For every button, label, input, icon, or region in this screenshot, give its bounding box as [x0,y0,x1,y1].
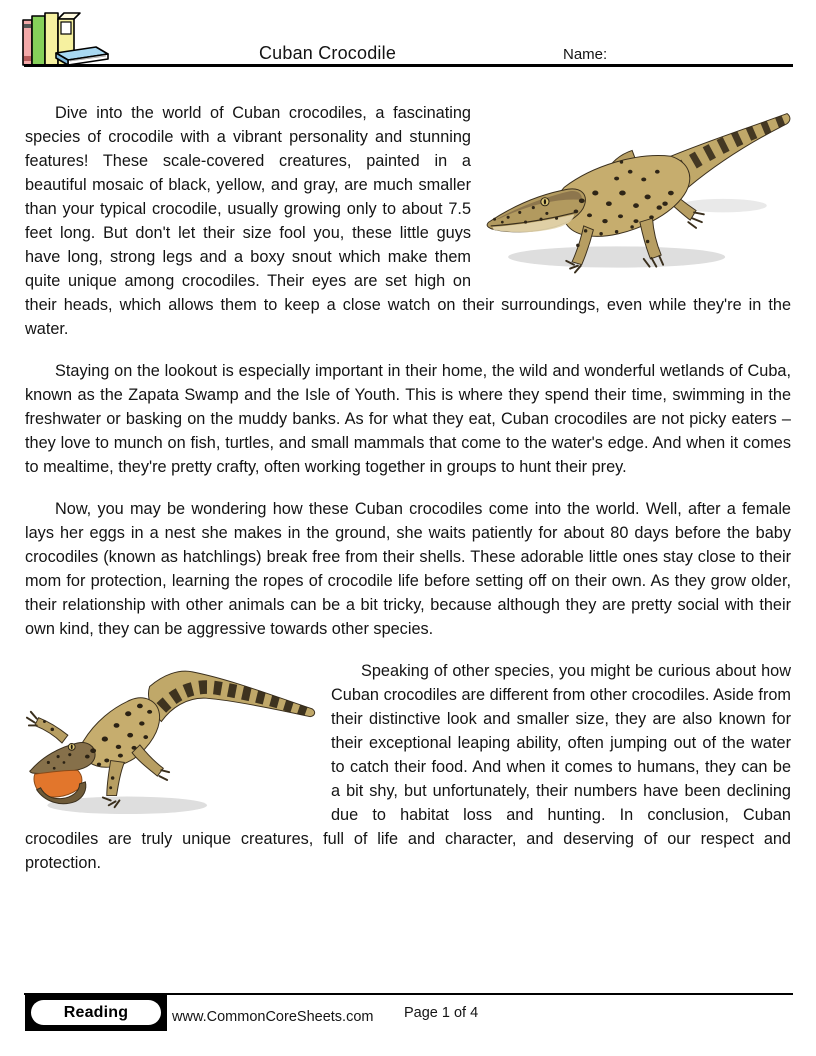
stacked-books-icon [20,9,112,67]
worksheet-title: Cuban Crocodile [258,43,397,63]
category-badge-label: Reading [31,1000,161,1025]
website-text: www.CommonCoreSheets.com [172,1009,374,1025]
paragraph-text: Staying on the lookout is especially important in their home, the wild and wonderful wetlands of Cuba, known as the Zapata Swamp and the Isle of Youth. This is where they spend their time, swimming in the freshwater or basking on the muddy banks. As for what they eat, Cuban crocodiles are not picky eaters – they love to munch on fish, turtles, and small mammals that come to the water's edge. And when it comes to mealtime, they're pretty crafty, often working together in groups to hunt their prey. [25,362,791,476]
crocodile-top-graphic [481,101,791,287]
paragraph-text: Speaking of other species, you might be curious about how Cuban crocodiles are different from other crocodiles. Aside from their distinctive look and smaller size, they are also known for their exceptional leaping ability, often jumping out of the water to catch their food. And when it comes to humans, they can be a bit shy, but unfortunately, their numbers have been declining due to habitat loss and hunting. In conclusion, Cuban crocodiles are truly unique creatures, full of life and character, and deserving of our respect and protection. [25,662,791,872]
category-badge [25,994,167,1031]
passage-paragraph-2 [25,359,791,479]
paragraph-text: Dive into the world of Cuban crocodiles, a fascinating species of crocodile with a vibrant personality and stunning features! These scale-covered creatures, painted in a beautiful mosaic of black, yellow, and gray, are much smaller than your typical crocodile, usually growing only to about 7.5 feet long. But don't let their size fool you, these little guys have long, strong legs and a boxy snout which make them quite unique among crocodiles. Their eyes are set high on their heads, which allows them to keep a close watch on their surroundings, even while they're in the water. [25,104,791,338]
passage-paragraph-4 [25,659,791,875]
crocodile-image-top [481,101,791,287]
passage-paragraph-3 [25,497,791,641]
crocodile-bottom-graphic [25,659,321,825]
page-number: Page 1 of 4 [404,1005,479,1021]
passage-paragraph-1 [25,101,791,341]
reading-passage [25,101,791,893]
crocodile-image-bottom [25,659,321,825]
name-label: Name: [563,46,608,63]
paragraph-text: Now, you may be wondering how these Cuban crocodiles come into the world. Well, after a female lays her eggs in a nest she makes in the ground, she waits patiently for about 80 days before the baby crocodiles (known as hatchlings) break free from their shells. These adorable little ones stay close to their mom for protection, learning the ropes of crocodile life before setting off on their own. As they grow older, their relationship with other animals can be a bit tricky, because although they are pretty social with their own kind, they can be aggressive towards other species. [25,500,791,638]
header-divider [24,64,793,67]
